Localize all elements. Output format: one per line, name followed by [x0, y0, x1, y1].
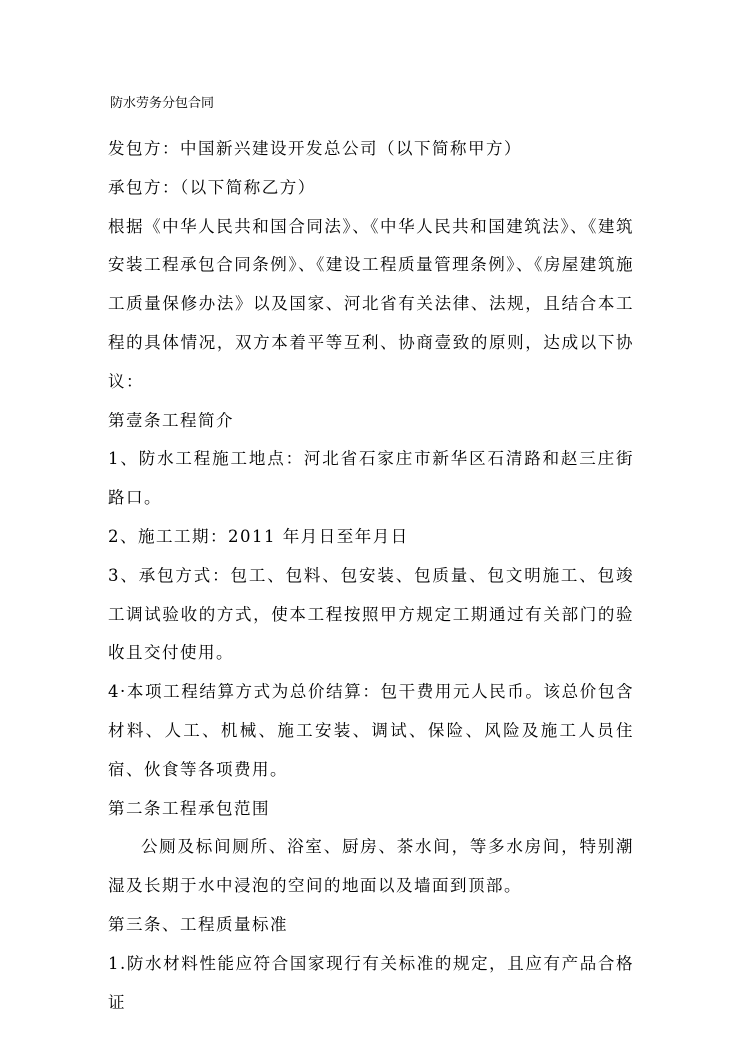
- document-title: 防水劳务分包合同: [110, 96, 215, 111]
- paragraph-contract-method: 3、承包方式：包工、包料、包安装、包质量、包文明施工、包竣工调试验收的方式，使本工程按照甲方规定工期通过有关部门的验收且交付使用。: [108, 565, 634, 663]
- paragraph-subcontractor: 承包方：（以下简称乙方）: [108, 177, 316, 197]
- paragraph-scope: 公厕及标间厕所、浴室、厨房、茶水间，等多水房间，特别潮湿及长期于水中浸泡的空间的地面以及墙面到顶部。: [108, 837, 634, 896]
- paragraph-settlement: 4·本项工程结算方式为总价结算：包干费用元人民币。该总价包含材料、人工、机械、施工安装、调试、保险、风险及施工人员住宿、伙食等各项费用。: [108, 682, 634, 779]
- document-body: [108, 130, 634, 1022]
- paragraph-site-location: 1、防水工程施工地点：河北省石家庄市新华区石清路和赵三庄街路口。: [108, 449, 634, 508]
- paragraph-contractor: 发包方：中国新兴建设开发总公司（以下简称甲方）: [108, 139, 522, 158]
- heading-article-1: 第壹条工程简介: [108, 410, 234, 430]
- paragraph-legal-basis: 根据《中华人民共和国合同法》、《中华人民共和国建筑法》、《建筑安装工程承包合同条例》、《建设工程质量管理条例》、《房屋建筑施工质量保修办法》以及国家、河北省有关法律、法规，且结合本工程的具体情况，双方本着平等互利、协商壹致的原则，达成以下协议：: [108, 216, 634, 391]
- paragraph-material-quality: 1.防水材料性能应符合国家现行有关标准的规定，且应有产品合格证: [108, 953, 634, 1012]
- heading-article-3: 第三条、工程质量标准: [108, 914, 288, 934]
- heading-article-2: 第二条工程承包范围: [108, 798, 270, 818]
- paragraph-schedule: 2、施工工期：2011 年月日至年月日: [108, 526, 409, 546]
